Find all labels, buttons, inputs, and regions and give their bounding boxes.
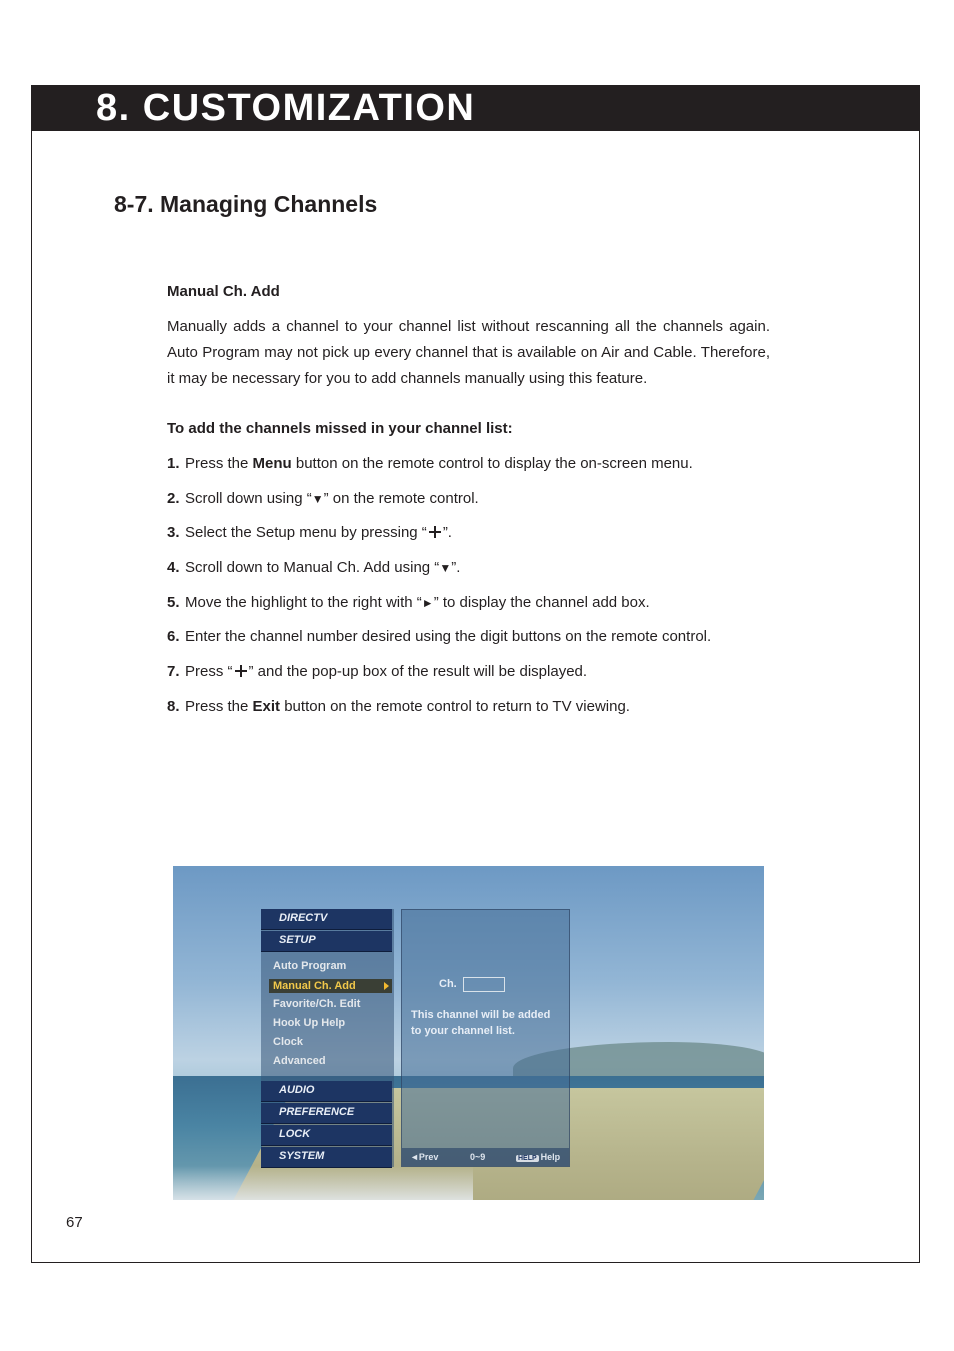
step-text: Press the (185, 697, 253, 715)
step-number: 4. (167, 559, 180, 577)
step-text: ”. (451, 559, 461, 577)
osd-item-clock: Clock (273, 1036, 303, 1048)
step-text: ” to display the channel add box. (433, 593, 650, 611)
osd-item-auto-program: Auto Program (273, 960, 347, 972)
steps-title: To add the channels missed in your channel list: (167, 420, 513, 437)
step-text: button on the remote control to return to TV viewing. (280, 697, 630, 715)
osd-menu-bar-label: AUDIO (279, 1084, 315, 1096)
right-arrow-icon (384, 982, 389, 990)
step-button-name: Exit (252, 697, 281, 715)
osd-item-manual-ch-add (269, 979, 392, 993)
osd-footer-help-label: Help (540, 1152, 561, 1162)
osd-menu-bar-directv (261, 909, 392, 930)
step-number: 5. (167, 593, 180, 611)
osd-menu-bar-lock (261, 1125, 392, 1146)
step-text: Select the Setup menu by pressing “ (185, 524, 427, 542)
step-item (167, 660, 711, 695)
osd-channel-input-box (463, 977, 505, 992)
right-arrow-icon: ► (421, 595, 434, 610)
step-number: 8. (167, 697, 180, 715)
steps-list (167, 452, 711, 730)
step-item (167, 487, 711, 522)
osd-item-favorite-ch-edit: Favorite/Ch. Edit (273, 998, 361, 1010)
step-item (167, 452, 711, 487)
osd-menu-bar-label: LOCK (279, 1128, 311, 1140)
osd-item-advanced: Advanced (273, 1055, 326, 1067)
step-item (167, 695, 711, 730)
step-text: Press “ (185, 663, 233, 681)
osd-channel-label: Ch. (439, 978, 457, 990)
step-item (167, 521, 711, 556)
enter-cross-icon (235, 665, 247, 677)
osd-item-label: Manual Ch. Add (273, 980, 356, 992)
osd-channel-add-panel (401, 909, 570, 1167)
subsection-title: Manual Ch. Add (167, 283, 280, 300)
osd-footer-prev: ◄Prev (410, 1152, 439, 1162)
chapter-title: 8. CUSTOMIZATION (96, 87, 476, 129)
osd-menu-bar-setup (261, 931, 392, 952)
help-key-icon: HELP (518, 1155, 537, 1162)
step-number: 2. (167, 489, 180, 507)
down-arrow-icon: ▼ (311, 491, 324, 506)
step-item (167, 591, 711, 626)
step-text: Scroll down to Manual Ch. Add using “ (185, 559, 440, 577)
osd-menu-bar-label: SETUP (279, 934, 316, 946)
step-text: Enter the channel number desired using the digit buttons on the remote control. (185, 628, 712, 646)
step-item (167, 625, 711, 660)
step-text: ” and the pop-up box of the result will be displayed. (248, 663, 588, 681)
step-text: ” on the remote control. (323, 489, 479, 507)
osd-menu-bar-preference (261, 1103, 392, 1124)
step-text: Press the (185, 455, 253, 472)
step-item (167, 556, 711, 591)
osd-note-line: to your channel list. (411, 1025, 515, 1037)
osd-menu-bar-label: DIRECTV (279, 912, 328, 924)
step-button-name: Menu (252, 455, 292, 472)
step-number: 1. (167, 455, 180, 472)
step-text: Move the highlight to the right with “ (185, 593, 422, 611)
background-surf (173, 1166, 473, 1200)
step-number: 6. (167, 628, 180, 646)
step-text: ”. (442, 524, 452, 542)
enter-cross-icon (429, 526, 441, 538)
osd-channel-note (411, 1007, 571, 1039)
osd-footer-help (516, 1152, 560, 1162)
intro-paragraph: Manually adds a channel to your channel list without rescanning all the channels again. Auto Program may not pick up every channel that is available on Air and Cable. Therefore, it may be necessary for you to add channels manually using this feature. (167, 318, 770, 387)
osd-menu-bar-system (261, 1147, 392, 1168)
step-text: Scroll down using “ (185, 489, 312, 507)
section-title: 8-7. Managing Channels (114, 191, 378, 217)
tv-screenshot (173, 866, 764, 1200)
osd-item-hook-up-help: Hook Up Help (273, 1017, 346, 1029)
step-text: button on the remote control to display the on-screen menu. (291, 455, 693, 472)
osd-menu-bar-label: PREFERENCE (279, 1106, 355, 1118)
step-number: 3. (167, 524, 180, 542)
down-arrow-icon: ▼ (439, 561, 452, 576)
osd-menu-bar-audio (261, 1081, 392, 1102)
osd-menu-bar-label: SYSTEM (279, 1150, 325, 1162)
osd-footer-digits: 0~9 (470, 1152, 486, 1162)
osd-note-line: This channel will be added (411, 1009, 551, 1021)
osd-main-menu (261, 909, 394, 1167)
page-number: 67 (66, 1214, 83, 1231)
osd-panel-footer (402, 1148, 569, 1166)
step-number: 7. (167, 663, 180, 681)
